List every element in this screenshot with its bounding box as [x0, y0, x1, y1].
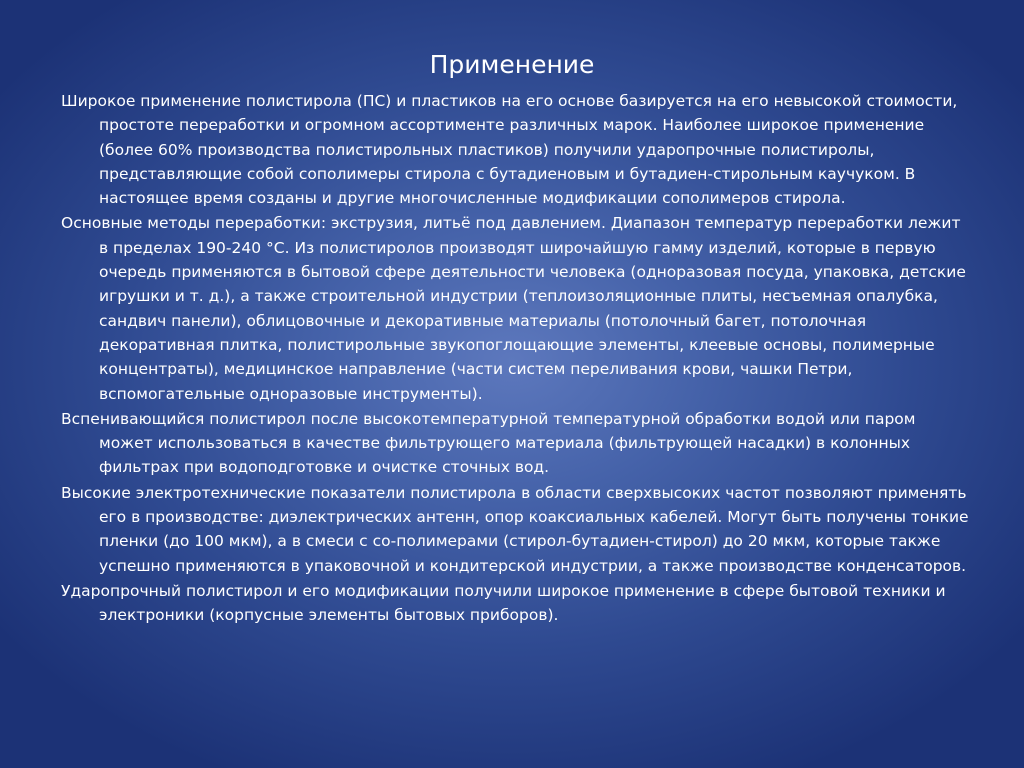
paragraph-impact-resistant: Ударопрочный полистирол и его модификации получили широкое применение в сфере бытовой техники и электроники (корпусные элементы бытовых приборов). [61, 581, 946, 625]
paragraph-processing-methods: Основные методы переработки: экструзия, литьё под давлением. Диапазон температур переработки лежит в пределах 190-240 °С. Из полистиролов производят широчайшую гамму изделий, которые в первую очередь применяются в бытовой сфере деятельности человека (одноразовая посуда, упаковка, детские игрушки и т. д.), а также строительной индустрии (теплоизоляционные плиты, несъемная опалубка, сандвич панели), облицовочные и декоративные материалы (потолочный багет, потолочная декоративная плитка, полистирольные звукопоглощающие элементы, клеевые основы, полимерные концентраты), медицинское направление (части систем переливания крови, чашки Петри, вспомогательные одноразовые инструменты). [61, 214, 966, 403]
slide-body [61, 89, 969, 629]
paragraph-electrical-properties: Высокие электротехнические показатели полистирола в области сверхвысоких частот позволяют применять его в производстве: диэлектрических антенн, опор коаксиальных кабелей. Могут быть получены тонкие пленки (до 100 мкм), а в смеси с со-полимерами (стирол-бутадиен-стирол) до 20 мкм, которые также успешно применяются в упаковочной и кондитерской индустрии, а также производстве конденсаторов. [61, 483, 969, 575]
paragraph-foamed-polystyrene: Вспенивающийся полистирол после высокотемпературной температурной обработки водой или паром может использоваться в качестве фильтрующего материала (фильтрующей насадки) в колонных фильтрах при водоподготовке и очистке сточных вод. [61, 409, 916, 477]
slide-title: Применение [429, 50, 595, 79]
paragraph-cost: Широкое применение полистирола (ПС) и пластиков на его основе базируется на его невысокой стоимости, простоте переработки и огромном ассортименте различных марок. Наиболее широкое применение (более 60% производства полистирольных пластиков) получили ударопрочные полистиролы, представляющие собой сополимеры стирола с бутадиеновым и бутадиен-стирольным каучуком. В настоящее время созданы и другие многочисленные модификации сополимеров стирола. [61, 92, 958, 208]
